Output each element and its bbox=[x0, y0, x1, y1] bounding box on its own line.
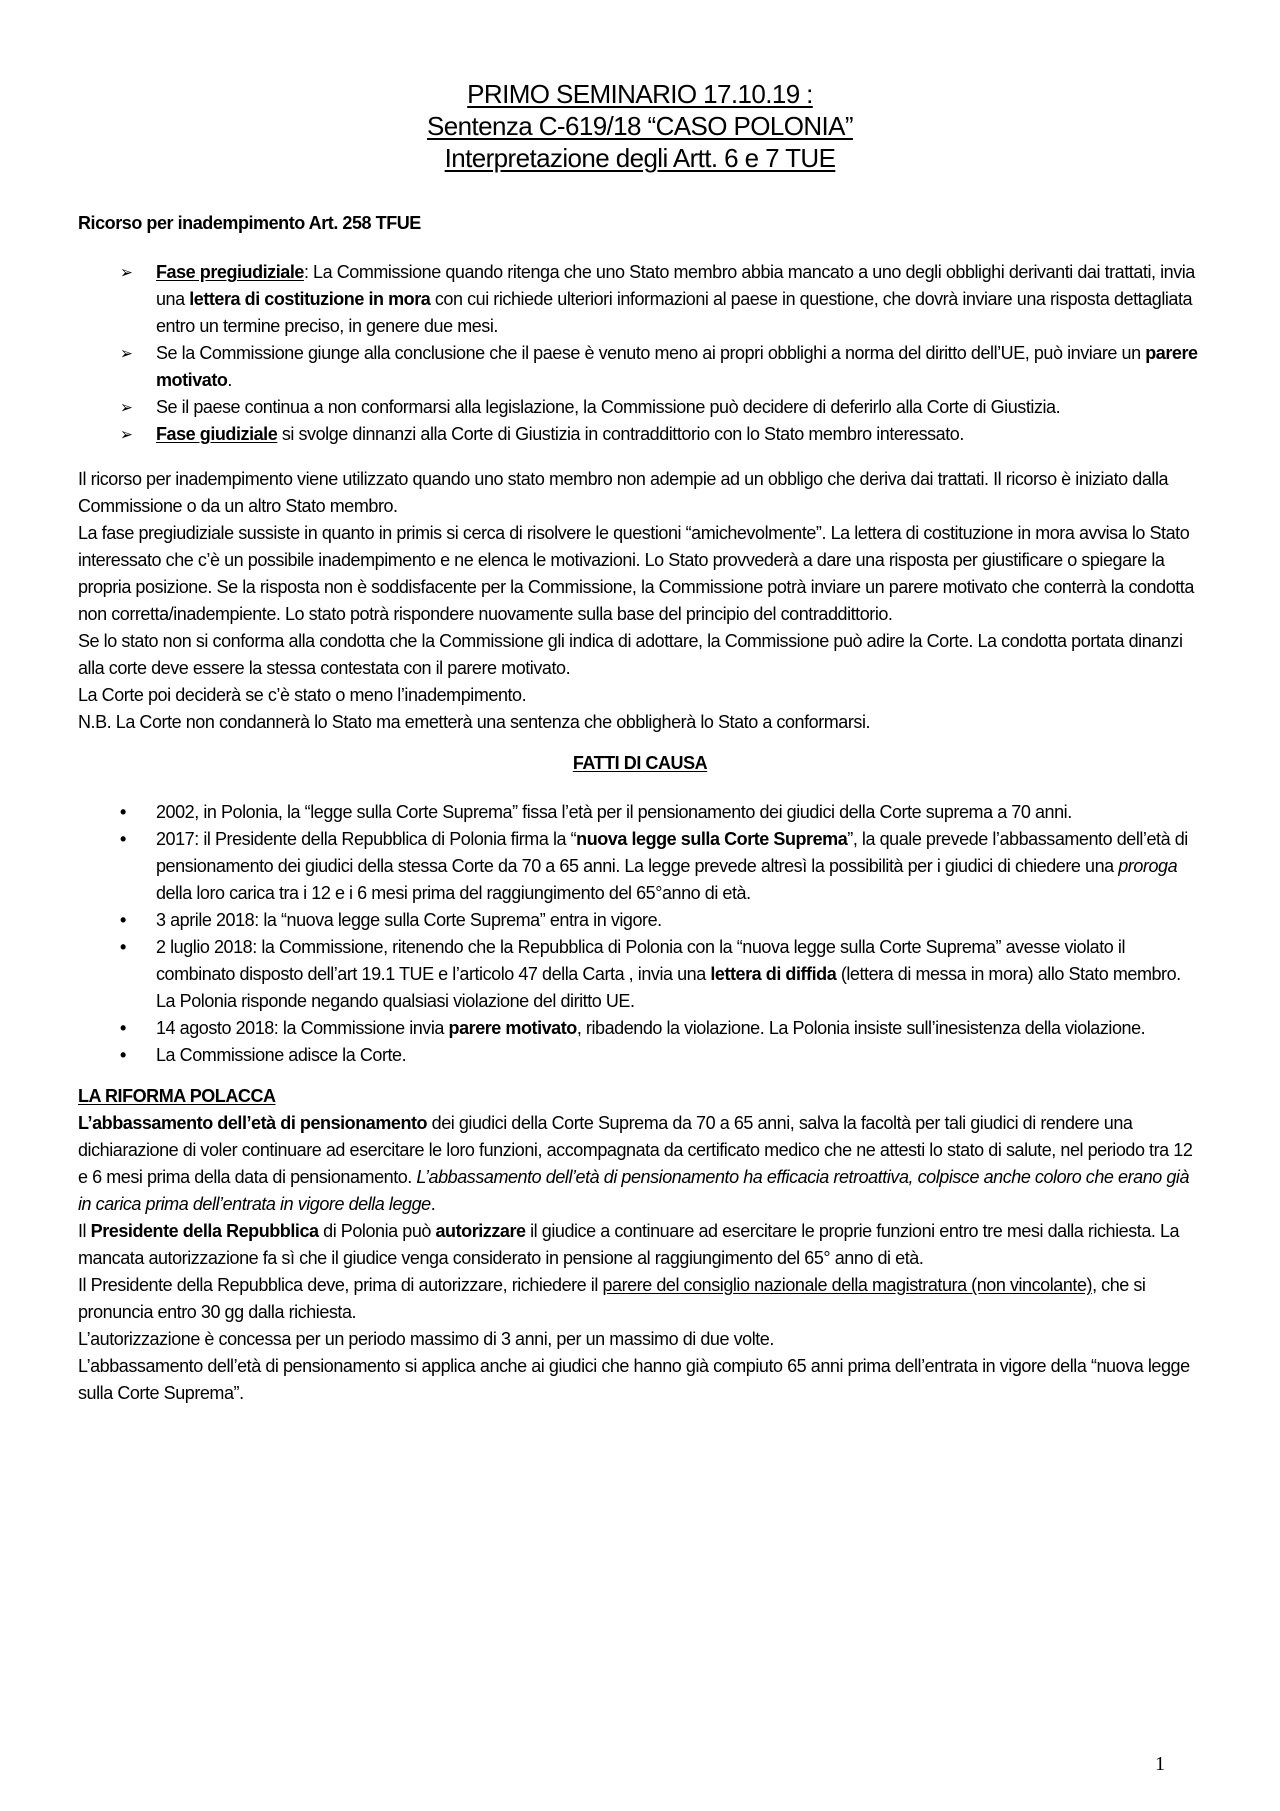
list-item: • 3 aprile 2018: la “nuova legge sulla Corte Suprema” entra in vigore. bbox=[78, 907, 1202, 934]
section-heading-fatti: FATTI DI CAUSA bbox=[572, 753, 708, 773]
facts-list bbox=[78, 799, 1202, 1069]
dot-bullet-icon: • bbox=[120, 937, 126, 957]
arrow-bullet-icon: ➢ bbox=[120, 344, 133, 363]
list-item: • 2 luglio 2018: la Commissione, ritenendo che la Repubblica di Polonia con la “nuova legge sulla Corte Suprema” avesse violato il combinato disposto dell’art 19.1 TUE e l’articolo 47 della Carta , invia una lettera di diffida (lettera di messa in mora) allo Stato membro. La Polonia risponde negando qualsiasi violazione del diritto UE. bbox=[78, 934, 1202, 1015]
arrow-bullet-icon: ➢ bbox=[120, 425, 133, 444]
paragraph: L’abbassamento dell’età di pensionamento si applica anche ai giudici che hanno già compiuto 65 anni prima dell’entrata in vigore della “nuova legge sulla Corte Suprema”. bbox=[78, 1356, 1190, 1403]
paragraph: La fase pregiudiziale sussiste in quanto in primis si cerca di risolvere le questioni “amichevolmente”. La lettera di costituzione in mora avvisa lo Stato interessato che c’è un possibile inadempimento e ne elenca le motivazioni. Lo Stato provvederà a dare una risposta per giustificare o spiegare la propria posizione. Se la risposta non è soddisfacente per la Commissione, la Commissione potrà inviare un parere motivato che conterrà la condotta non corretta/inadempiente. Lo stato potrà rispondere nuovamente sulla base del principio del contraddittorio. bbox=[78, 523, 1194, 624]
page-title bbox=[420, 78, 860, 174]
page-number: 1 bbox=[1155, 1753, 1165, 1775]
paragraph: La Corte poi deciderà se c’è stato o meno l’inadempimento. bbox=[78, 685, 527, 705]
arrow-bullet-icon: ➢ bbox=[120, 398, 133, 417]
list-item: ➢ Fase giudiziale si svolge dinnanzi alla Corte di Giustizia in contraddittorio con lo Stato membro interessato. bbox=[78, 421, 1202, 448]
list-item: • 14 agosto 2018: la Commissione invia parere motivato, ribadendo la violazione. La Polonia insiste sull’inesistenza della violazione. bbox=[78, 1015, 1202, 1042]
paragraph: Il Presidente della Repubblica deve, prima di autorizzare, richiedere il parere del consiglio nazionale della magistratura (non vincolante), che si pronuncia entro 30 gg dalla richiesta. bbox=[78, 1275, 1146, 1322]
dot-bullet-icon: • bbox=[120, 829, 126, 849]
list-item: • 2002, in Polonia, la “legge sulla Corte Suprema” fissa l’età per il pensionamento dei giudici della Corte suprema a 70 anni. bbox=[78, 799, 1202, 826]
dot-bullet-icon: • bbox=[120, 802, 126, 822]
document-body bbox=[78, 210, 1202, 1407]
list-item: • La Commissione adisce la Corte. bbox=[78, 1042, 1202, 1069]
arrow-bullet-icon: ➢ bbox=[120, 263, 133, 282]
dot-bullet-icon: • bbox=[120, 1018, 126, 1038]
procedure-list bbox=[78, 259, 1202, 448]
paragraph: Il ricorso per inadempimento viene utilizzato quando uno stato membro non adempie ad un obbligo che deriva dai trattati. Il ricorso è iniziato dalla Commissione o da un altro Stato membro. bbox=[78, 469, 1169, 516]
paragraph: N.B. La Corte non condannerà lo Stato ma emetterà una sentenza che obbligherà lo Stato a conformarsi. bbox=[78, 712, 871, 732]
title-line-3: Interpretazione degli Artt. 6 e 7 TUE bbox=[444, 143, 836, 173]
list-item: ➢ Fase pregiudiziale: La Commissione quando ritenga che uno Stato membro abbia mancato a uno degli obblighi derivanti dai trattati, invia una lettera di costituzione in mora con cui richiede ulteriori informazioni al paese in questione, che dovrà inviare una risposta dettagliata entro un termine preciso, in genere due mesi. bbox=[78, 259, 1202, 340]
list-item: ➢ Se il paese continua a non conformarsi alla legislazione, la Commissione può decidere di deferirlo alla Corte di Giustizia. bbox=[78, 394, 1202, 421]
title-line-2: Sentenza C-619/18 “CASO POLONIA” bbox=[427, 111, 853, 141]
list-item: ➢ Se la Commissione giunge alla conclusione che il paese è venuto meno ai propri obblighi a norma del diritto dell’UE, può inviare un parere motivato. bbox=[78, 340, 1202, 394]
title-line-1: PRIMO SEMINARIO 17.10.19 : bbox=[467, 79, 813, 109]
paragraph: L’abbassamento dell’età di pensionamento dei giudici della Corte Suprema da 70 a 65 anni, salva la facoltà per tali giudici di rendere una dichiarazione di voler continuare ad esercitare le loro funzioni, accompagnata da certificato medico che ne attesti lo stato di salute, nel periodo tra 12 e 6 mesi prima della data di pensionamento. L’abbassamento dell’età di pensionamento ha efficacia retroattiva, colpisce anche coloro che erano già in carica prima dell’entrata in vigore della legge. bbox=[78, 1113, 1193, 1214]
dot-bullet-icon: • bbox=[120, 910, 126, 930]
section-heading-riforma: LA RIFORMA POLACCA bbox=[78, 1086, 276, 1106]
list-item: • 2017: il Presidente della Repubblica di Polonia firma la “nuova legge sulla Corte Suprema”, la quale prevede l’abbassamento dell’età di pensionamento dei giudici della stessa Corte da 70 a 65 anni. La legge prevede altresì la possibilità per i giudici di chiedere una proroga della loro carica tra i 12 e i 6 mesi prima del raggiungimento del 65°anno di età. bbox=[78, 826, 1202, 907]
paragraph: Il Presidente della Repubblica di Polonia può autorizzare il giudice a continuare ad esercitare le proprie funzioni entro tre mesi dalla richiesta. La mancata autorizzazione fa sì che il giudice venga considerato in pensione al raggiungimento del 65° anno di età. bbox=[78, 1221, 1180, 1268]
paragraph: L’autorizzazione è concessa per un periodo massimo di 3 anni, per un massimo di due volte. bbox=[78, 1329, 774, 1349]
dot-bullet-icon: • bbox=[120, 1045, 126, 1065]
section-heading-ricorso: Ricorso per inadempimento Art. 258 TFUE bbox=[78, 213, 421, 233]
paragraph: Se lo stato non si conforma alla condotta che la Commissione gli indica di adottare, la Commissione può adire la Corte. La condotta portata dinanzi alla corte deve essere la stessa contestata con il parere motivato. bbox=[78, 631, 1183, 678]
